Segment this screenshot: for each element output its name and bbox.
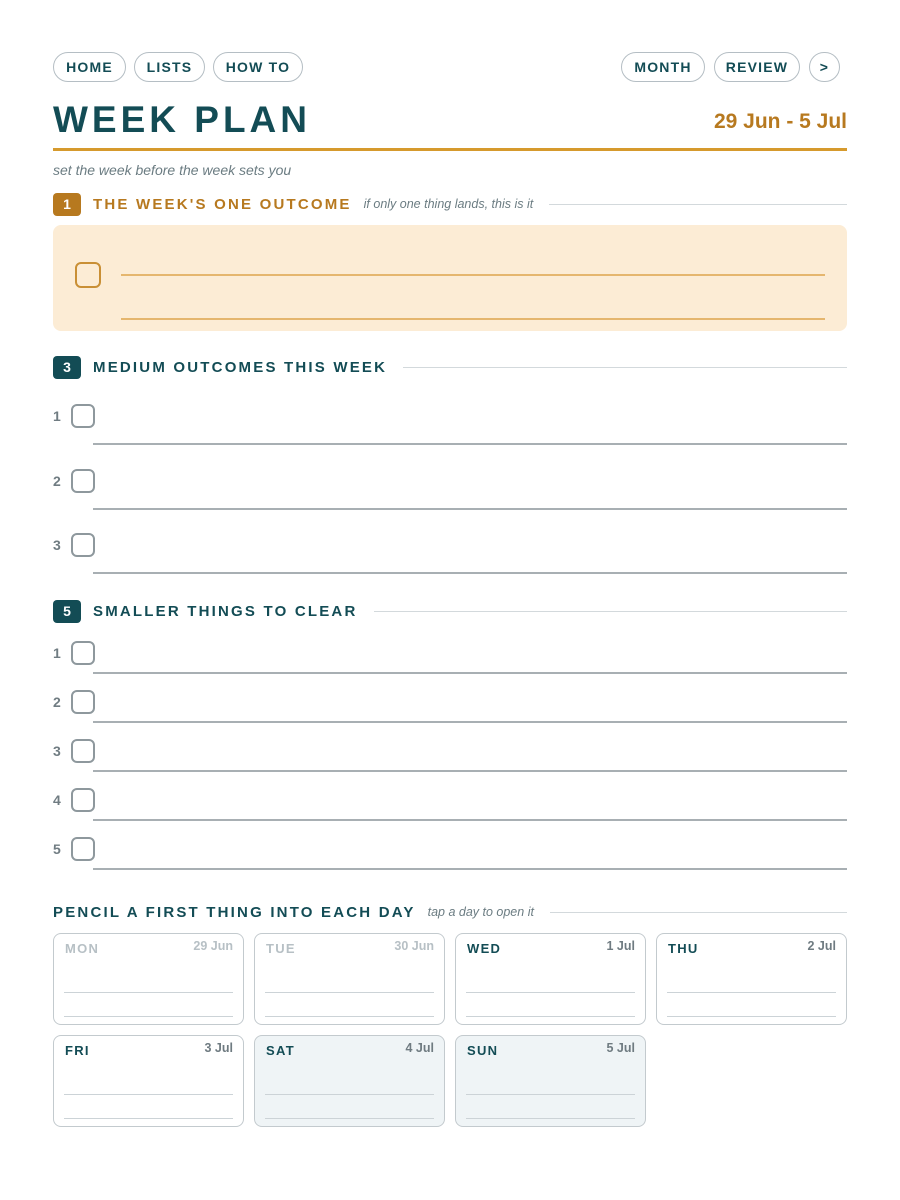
day-line	[64, 992, 233, 993]
one-outcome-line-1[interactable]	[121, 274, 825, 276]
medium-outcomes-badge: 3	[53, 356, 81, 379]
smaller-thing-line[interactable]	[93, 770, 847, 772]
day-name: THU	[668, 941, 699, 956]
day-card-wed[interactable]	[455, 933, 646, 1025]
day-line	[466, 1016, 635, 1017]
medium-outcome-line[interactable]	[93, 443, 847, 445]
day-name: WED	[467, 941, 502, 956]
nav-next-button[interactable]: >	[809, 52, 840, 82]
day-date: 30 Jun	[394, 939, 434, 953]
day-name: SUN	[467, 1043, 499, 1058]
day-date: 29 Jun	[193, 939, 233, 953]
days-hint: tap a day to open it	[427, 905, 534, 919]
page-tagline: set the week before the week sets you	[53, 162, 292, 178]
day-card-fri[interactable]	[53, 1035, 244, 1127]
day-line	[265, 992, 434, 993]
week-plan-page	[53, 0, 847, 1200]
day-line	[265, 1016, 434, 1017]
one-outcome-heading	[53, 192, 847, 216]
smaller-things-badge: 5	[53, 600, 81, 623]
smaller-thing-checkbox[interactable]	[71, 641, 95, 665]
medium-outcome-line[interactable]	[93, 572, 847, 574]
smaller-thing-line[interactable]	[93, 868, 847, 870]
smaller-thing-line[interactable]	[93, 819, 847, 821]
day-name: FRI	[65, 1043, 90, 1058]
day-date: 1 Jul	[606, 939, 635, 953]
day-date: 4 Jul	[405, 1041, 434, 1055]
section-divider	[374, 611, 848, 612]
day-card-tue[interactable]	[254, 933, 445, 1025]
one-outcome-badge: 1	[53, 193, 81, 216]
top-nav	[53, 52, 847, 84]
days-title: PENCIL A FIRST THING INTO EACH DAY	[53, 903, 416, 921]
day-line	[466, 1118, 635, 1119]
section-divider	[550, 912, 847, 913]
page-title: WEEK PLAN	[53, 99, 311, 140]
row-number: 3	[53, 743, 61, 759]
medium-outcome-line[interactable]	[93, 508, 847, 510]
day-card-sun[interactable]	[455, 1035, 646, 1127]
nav-lists-button[interactable]: LISTS	[134, 52, 205, 82]
day-line	[667, 1016, 836, 1017]
medium-outcome-checkbox[interactable]	[71, 404, 95, 428]
medium-outcomes-heading	[53, 355, 847, 379]
row-number: 5	[53, 841, 61, 857]
smaller-things-title: SMALLER THINGS TO CLEAR	[93, 602, 358, 620]
row-number: 2	[53, 473, 61, 489]
day-name: SAT	[266, 1043, 295, 1058]
smaller-thing-checkbox[interactable]	[71, 739, 95, 763]
day-line	[64, 1118, 233, 1119]
day-date: 5 Jul	[606, 1041, 635, 1055]
row-number: 4	[53, 792, 61, 808]
smaller-thing-line[interactable]	[93, 672, 847, 674]
smaller-thing-checkbox[interactable]	[71, 788, 95, 812]
section-divider	[403, 367, 847, 368]
day-line	[667, 992, 836, 993]
medium-outcomes-title: MEDIUM OUTCOMES THIS WEEK	[93, 358, 388, 376]
smaller-thing-checkbox[interactable]	[71, 690, 95, 714]
one-outcome-title: THE WEEK'S ONE OUTCOME	[93, 195, 352, 213]
day-name: MON	[65, 941, 100, 956]
medium-outcome-checkbox[interactable]	[71, 469, 95, 493]
row-number: 1	[53, 408, 61, 424]
one-outcome-line-2[interactable]	[121, 318, 825, 320]
nav-review-button[interactable]: REVIEW	[714, 52, 800, 82]
nav-how-to-button[interactable]: HOW TO	[213, 52, 303, 82]
one-outcome-checkbox[interactable]	[75, 262, 101, 288]
day-card-mon[interactable]	[53, 933, 244, 1025]
day-date: 2 Jul	[807, 939, 836, 953]
smaller-things-heading	[53, 599, 847, 623]
nav-month-button[interactable]: MONTH	[621, 52, 705, 82]
medium-outcome-checkbox[interactable]	[71, 533, 95, 557]
smaller-thing-checkbox[interactable]	[71, 837, 95, 861]
one-outcome-box	[53, 225, 847, 331]
day-line	[64, 1016, 233, 1017]
nav-home-button[interactable]: HOME	[53, 52, 126, 82]
day-line	[64, 1094, 233, 1095]
smaller-thing-line[interactable]	[93, 721, 847, 723]
title-divider	[53, 148, 847, 151]
day-date: 3 Jul	[204, 1041, 233, 1055]
section-divider	[549, 204, 847, 205]
day-card-thu[interactable]	[656, 933, 847, 1025]
week-date-range: 29 Jun - 5 Jul	[713, 110, 847, 133]
day-card-sat[interactable]	[254, 1035, 445, 1127]
row-number: 3	[53, 537, 61, 553]
day-line	[466, 992, 635, 993]
day-name: TUE	[266, 941, 296, 956]
day-line	[265, 1118, 434, 1119]
day-line	[466, 1094, 635, 1095]
row-number: 2	[53, 694, 61, 710]
days-heading	[53, 900, 847, 924]
one-outcome-hint: if only one thing lands, this is it	[363, 197, 534, 211]
row-number: 1	[53, 645, 61, 661]
day-line	[265, 1094, 434, 1095]
